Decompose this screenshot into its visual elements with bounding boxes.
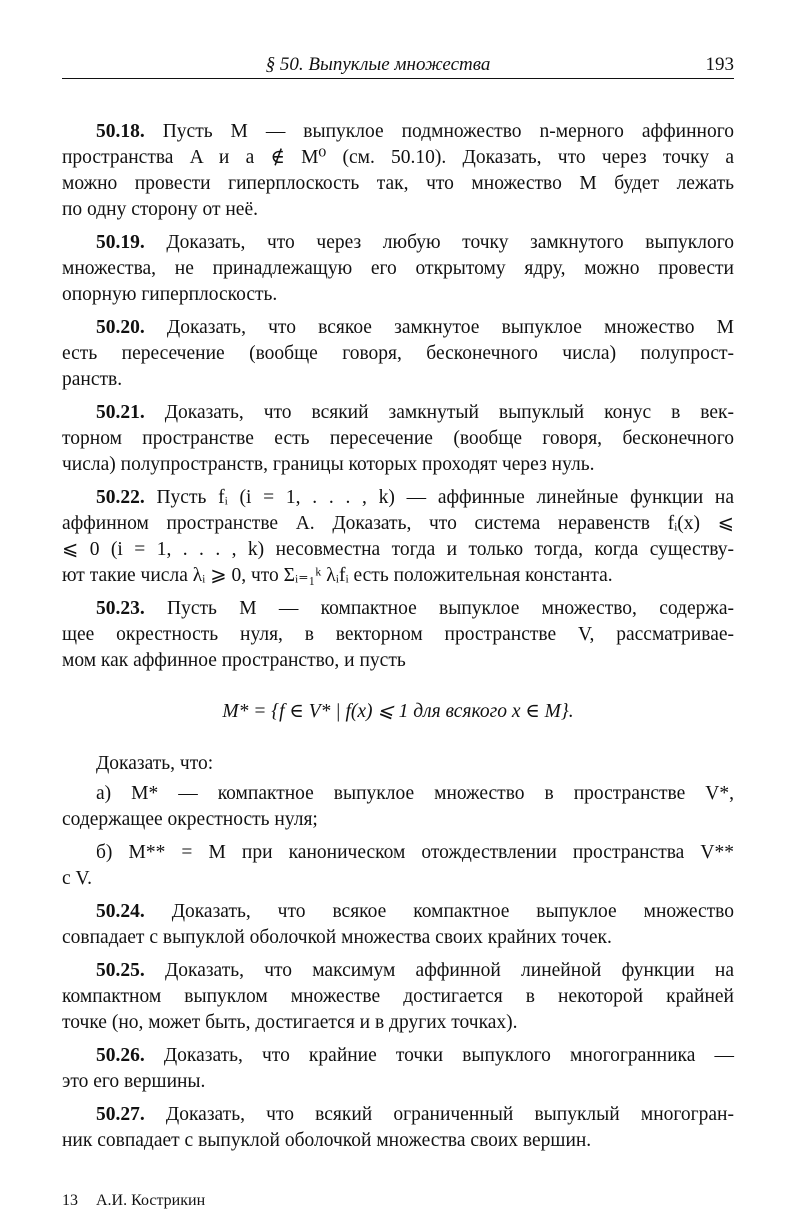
- line-text: Пусть fᵢ (i = 1, . . . , k) — аффинные линейные функции на: [144, 487, 734, 508]
- sub-item: [62, 781, 734, 833]
- line-text: ⩽ 0 (i = 1, . . . , k) несовместна тогда и только тогда, когда существу-: [62, 539, 734, 560]
- running-header: [62, 52, 734, 79]
- running-title: § 50. Выпуклые множества: [265, 54, 491, 75]
- line-text: Доказать, что крайние точки выпуклого многогранника —: [144, 1045, 734, 1066]
- text-line: [62, 511, 734, 537]
- page-number: 193: [705, 54, 734, 75]
- text-line: [62, 807, 734, 833]
- text-line: [62, 400, 734, 426]
- text-line: [62, 230, 734, 256]
- problem-50-25: [62, 958, 734, 1036]
- page-body: [62, 119, 734, 1161]
- line-text: содержащее окрестность нуля;: [62, 809, 318, 830]
- line-text: ник совпадает с выпуклой оболочкой множества своих вершин.: [62, 1130, 592, 1151]
- display-formula: M* = {f ∈ V* | f(x) ⩽ 1 для всякого x ∈ M}.: [222, 701, 574, 722]
- text-line: [62, 1010, 734, 1036]
- text-line: [62, 1043, 734, 1069]
- problem-number: 50.20.: [96, 317, 145, 338]
- line-text: по одну сторону от неё.: [62, 199, 258, 220]
- text-line: [62, 282, 734, 308]
- text-line: [62, 145, 734, 171]
- text-line: [62, 840, 734, 866]
- text-line: [62, 925, 734, 951]
- problem-50-19: [62, 230, 734, 308]
- line-text: Пусть M — компактное выпуклое множество, содержа-: [144, 598, 734, 619]
- problem-number: 50.21.: [96, 402, 145, 423]
- text-line: [62, 563, 734, 589]
- text-line: [62, 596, 734, 622]
- text-line: [62, 171, 734, 197]
- line-text: Доказать, что всякое замкнутое выпуклое множество M: [144, 317, 734, 338]
- problem-number: 50.18.: [96, 121, 145, 142]
- text-line: [62, 341, 734, 367]
- problem-50-18: [62, 119, 734, 223]
- text-line: [62, 256, 734, 282]
- line-text: торном пространстве есть пересечение (вообще говоря, бесконечного: [62, 428, 734, 449]
- line-text: опорную гиперплоскость.: [62, 284, 278, 305]
- problem-50-23: [62, 596, 734, 674]
- line-text: щее окрестность нуля, в векторном пространстве V, рассматривае-: [62, 624, 734, 645]
- line-text: точке (но, может быть, достигается и в других точках).: [62, 1012, 518, 1033]
- text-line: [62, 537, 734, 563]
- text-line: [62, 119, 734, 145]
- problem-50-20: [62, 315, 734, 393]
- line-text: Доказать, что через любую точку замкнутого выпуклого: [144, 232, 734, 253]
- problem-number: 50.23.: [96, 598, 145, 619]
- problem-number: 50.25.: [96, 960, 145, 981]
- text-line: [62, 899, 734, 925]
- text-line: [62, 1069, 734, 1095]
- text-line: [62, 485, 734, 511]
- problem-50-27: [62, 1102, 734, 1154]
- line-text: б) M** = M при каноническом отождествлении пространства V**: [96, 842, 734, 863]
- line-text: компактном выпуклом множестве достигается в некоторой крайней: [62, 986, 734, 1007]
- problem-number: 50.22.: [96, 487, 145, 508]
- text-line: [62, 197, 734, 223]
- line-text: ют такие числа λᵢ ⩾ 0, что Σᵢ₌₁ᵏ λᵢfᵢ есть положительная константа.: [62, 565, 613, 586]
- text-line: [62, 984, 734, 1010]
- line-text: мом как аффинное пространство, и пусть: [62, 650, 406, 671]
- line-text: а) M* — компактное выпуклое множество в пространстве V*,: [96, 783, 734, 804]
- line-text: можно провести гиперплоскость так, что множество M будет лежать: [62, 173, 734, 194]
- line-text: числа) полупространств, границы которых проходят через нуль.: [62, 454, 595, 475]
- problem-50-26: [62, 1043, 734, 1095]
- line-text: есть пересечение (вообще говоря, бесконечного числа) полупрост-: [62, 343, 734, 364]
- line-text: Доказать, что максимум аффинной линейной функции на: [144, 960, 734, 981]
- text-line: [62, 452, 734, 478]
- line-text: ранств.: [62, 369, 123, 390]
- text-line: [62, 648, 734, 674]
- text-line: [62, 426, 734, 452]
- sub-item: [62, 840, 734, 892]
- line-text: множества, не принадлежащую его открытому ядру, можно провести: [62, 258, 734, 279]
- line-text: совпадает с выпуклой оболочкой множества своих крайних точек.: [62, 927, 612, 948]
- text-line: [62, 1128, 734, 1154]
- sub-item: [62, 751, 734, 777]
- text-line: [62, 367, 734, 393]
- text-line: [62, 315, 734, 341]
- text-line: [62, 781, 734, 807]
- line-text: с V.: [62, 868, 92, 889]
- line-text: Доказать, что всякое компактное выпуклое множество: [144, 901, 734, 922]
- text-line: [62, 866, 734, 892]
- text-line: [62, 958, 734, 984]
- text-line: [62, 1102, 734, 1128]
- text-line: [62, 622, 734, 648]
- problem-50-21: [62, 400, 734, 478]
- problem-number: 50.27.: [96, 1104, 145, 1125]
- line-text: Доказать, что:: [96, 753, 214, 774]
- problem-number: 50.26.: [96, 1045, 145, 1066]
- line-text: это его вершины.: [62, 1071, 206, 1092]
- problem-50-22: [62, 485, 734, 589]
- problem-50-24: [62, 899, 734, 951]
- author-name: А.И. Кострикин: [96, 1192, 206, 1209]
- signature-mark: 13: [62, 1192, 78, 1209]
- problem-number: 50.24.: [96, 901, 145, 922]
- page-footer: [62, 1192, 223, 1210]
- line-text: пространства A и a ∉ M⁰ (см. 50.10). Доказать, что через точку a: [62, 147, 734, 168]
- line-text: аффинном пространстве A. Доказать, что система неравенств fᵢ(x) ⩽: [62, 513, 734, 534]
- line-text: Пусть M — выпуклое подмножество n-мерного аффинного: [144, 121, 734, 142]
- line-text: Доказать, что всякий замкнутый выпуклый конус в век-: [144, 402, 734, 423]
- line-text: Доказать, что всякий ограниченный выпуклый многогран-: [144, 1104, 734, 1125]
- problem-number: 50.19.: [96, 232, 145, 253]
- text-line: [62, 751, 734, 777]
